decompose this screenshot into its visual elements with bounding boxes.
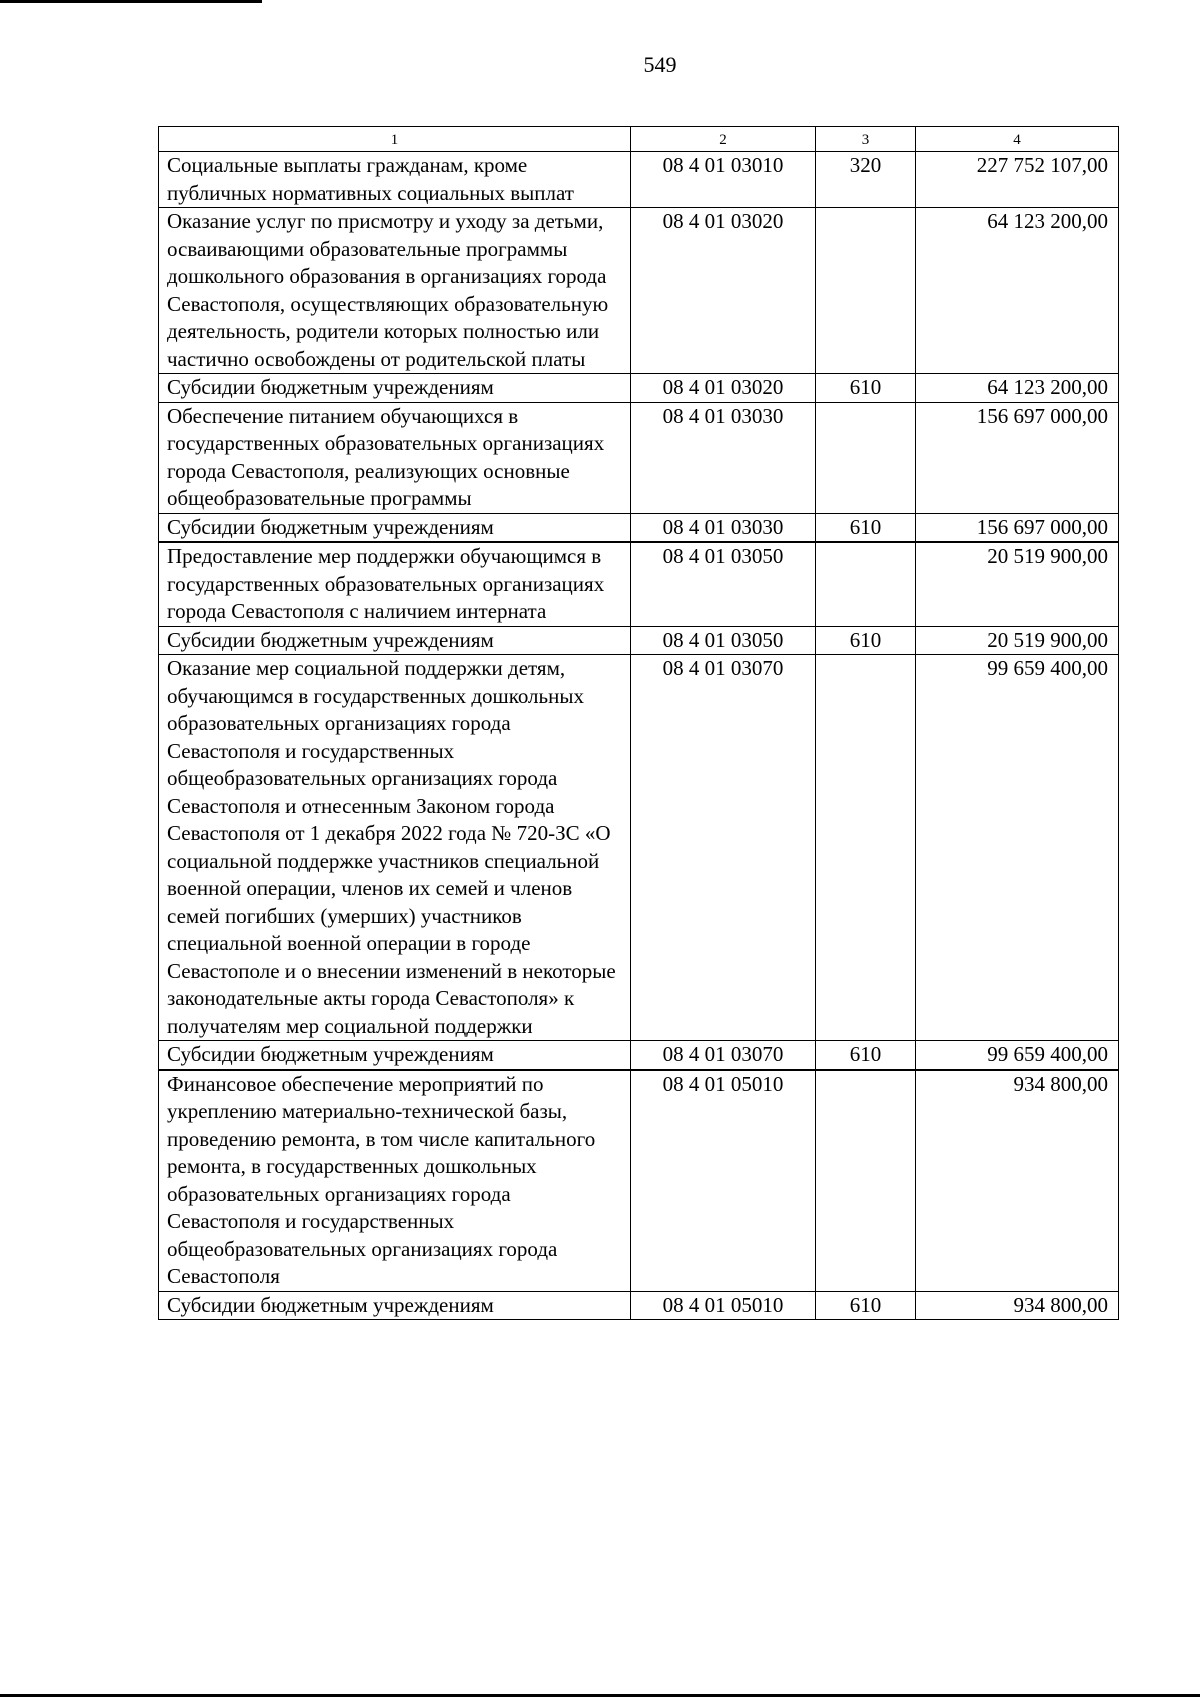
row-amount: 99 659 400,00 — [916, 1041, 1119, 1070]
row-name: Оказание услуг по присмотру и уходу за детьми, осваивающими образовательные программы дошкольного образования в организациях города Севастополя, осуществляющих образовательную деятельность, родители которых полностью или частично освобождены от родительской платы — [159, 208, 631, 374]
table-row — [159, 374, 1119, 403]
row-amount: 934 800,00 — [916, 1291, 1119, 1320]
row-name: Социальные выплаты гражданам, кроме публичных нормативных социальных выплат — [159, 152, 631, 208]
column-header-2: 2 — [631, 127, 816, 152]
page-number: 549 — [643, 52, 677, 77]
row-name: Субсидии бюджетным учреждениям — [159, 1041, 631, 1070]
table-row — [159, 1070, 1119, 1292]
row-code: 08 4 01 05010 — [631, 1070, 816, 1292]
top-edge-rule — [0, 0, 262, 3]
row-amount: 64 123 200,00 — [916, 374, 1119, 403]
row-code: 08 4 01 03020 — [631, 208, 816, 374]
row-type: 610 — [816, 374, 916, 403]
table-row — [159, 542, 1119, 626]
row-code: 08 4 01 05010 — [631, 1291, 816, 1320]
row-type: 610 — [816, 626, 916, 655]
row-amount: 99 659 400,00 — [916, 655, 1119, 1041]
row-type — [816, 1070, 916, 1292]
row-code: 08 4 01 03030 — [631, 402, 816, 513]
row-type: 610 — [816, 513, 916, 542]
column-header-3: 3 — [816, 127, 916, 152]
row-code: 08 4 01 03070 — [631, 655, 816, 1041]
row-type: 320 — [816, 152, 916, 208]
row-amount: 156 697 000,00 — [916, 402, 1119, 513]
row-code: 08 4 01 03050 — [631, 626, 816, 655]
table-row — [159, 208, 1119, 374]
table-header-row — [159, 127, 1119, 152]
table-row — [159, 402, 1119, 513]
row-amount: 20 519 900,00 — [916, 626, 1119, 655]
row-code: 08 4 01 03070 — [631, 1041, 816, 1070]
row-name: Субсидии бюджетным учреждениям — [159, 626, 631, 655]
row-type: 610 — [816, 1291, 916, 1320]
row-amount: 64 123 200,00 — [916, 208, 1119, 374]
column-header-4: 4 — [916, 127, 1119, 152]
row-code: 08 4 01 03010 — [631, 152, 816, 208]
table-row — [159, 1041, 1119, 1070]
row-name: Финансовое обеспечение мероприятий по укреплению материально-технической базы, проведению ремонта, в том числе капитального ремонта, в государственных дошкольных образовательных организациях города Севастополя и государственных общеобразовательных организациях города Севастополя — [159, 1070, 631, 1292]
table-row — [159, 655, 1119, 1041]
row-name: Предоставление мер поддержки обучающимся в государственных образовательных организациях города Севастополя с наличием интерната — [159, 542, 631, 626]
row-type — [816, 208, 916, 374]
column-header-1: 1 — [159, 127, 631, 152]
row-type — [816, 542, 916, 626]
row-amount: 227 752 107,00 — [916, 152, 1119, 208]
row-code: 08 4 01 03030 — [631, 513, 816, 542]
table-row — [159, 152, 1119, 208]
row-amount: 156 697 000,00 — [916, 513, 1119, 542]
row-type — [816, 402, 916, 513]
row-amount: 934 800,00 — [916, 1070, 1119, 1292]
table-row — [159, 1291, 1119, 1320]
row-name: Субсидии бюджетным учреждениям — [159, 1291, 631, 1320]
row-code: 08 4 01 03050 — [631, 542, 816, 626]
budget-table — [158, 126, 1119, 1320]
row-name: Обеспечение питанием обучающихся в государственных образовательных организациях города Севастополя, реализующих основные общеобразовательные программы — [159, 402, 631, 513]
row-amount: 20 519 900,00 — [916, 542, 1119, 626]
row-name: Субсидии бюджетным учреждениям — [159, 374, 631, 403]
bottom-edge-rule — [0, 1694, 1200, 1697]
table-row — [159, 626, 1119, 655]
row-name: Субсидии бюджетным учреждениям — [159, 513, 631, 542]
row-type: 610 — [816, 1041, 916, 1070]
row-code: 08 4 01 03020 — [631, 374, 816, 403]
row-name: Оказание мер социальной поддержки детям, обучающимся в государственных дошкольных образовательных организациях города Севастополя и государственных общеобразовательных организациях города Севастополя и отнесенным Законом города Севастополя от 1 декабря 2022 года № 720-ЗС «О социальной поддержке участников специальной военной операции, членов их семей и членов семей погибших (умерших) участников специальной военной операции в городе Севастополе и о внесении изменений в некоторые законодательные акты города Севастополя» к получателям мер социальной поддержки — [159, 655, 631, 1041]
row-type — [816, 655, 916, 1041]
table-row — [159, 513, 1119, 542]
